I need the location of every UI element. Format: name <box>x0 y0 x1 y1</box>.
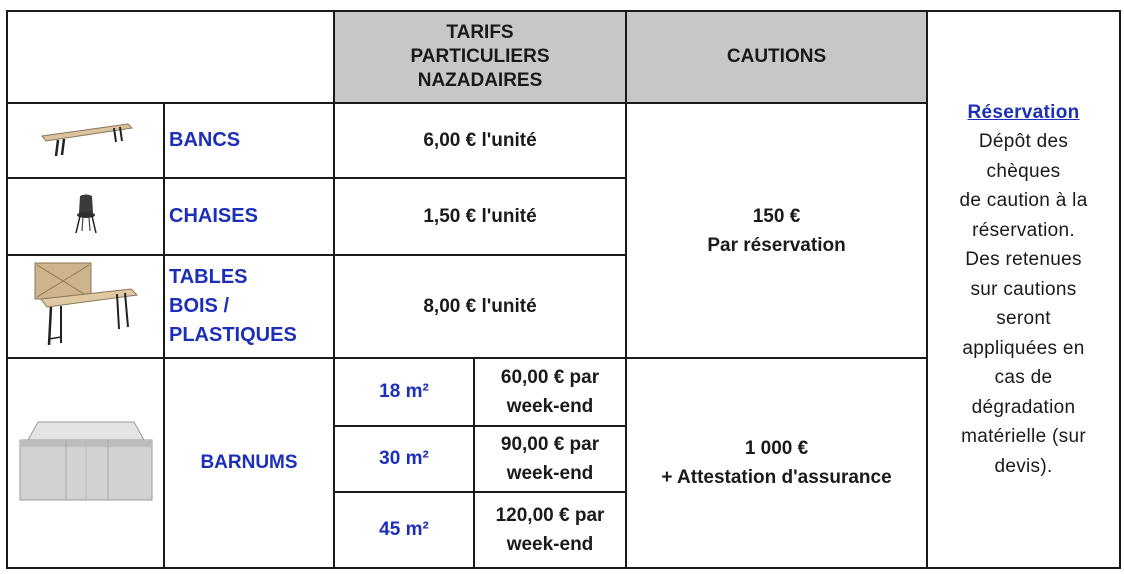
reservation-cell <box>927 11 1120 568</box>
tarifs-table <box>6 10 1121 569</box>
barnum-price-line: 60,00 € par <box>500 367 600 388</box>
reservation-line: matérielle (sur <box>961 426 1086 448</box>
item-label-tables-line: PLASTIQUES <box>169 324 297 346</box>
tarifs-header <box>334 11 626 103</box>
barnum-price <box>474 426 626 492</box>
barnum-price-line: week-end <box>506 396 594 417</box>
tent-image <box>7 358 164 568</box>
barnum-price-line: 120,00 € par <box>495 505 605 526</box>
caution-mobilier-line: 150 € <box>752 205 801 227</box>
barnum-price <box>474 358 626 426</box>
price-tables: 8,00 € l'unité <box>334 255 626 358</box>
bench-image <box>7 103 164 178</box>
reservation-line: appliquées en <box>962 337 1085 359</box>
cautions-header: CAUTIONS <box>626 11 927 103</box>
caution-mobilier-line: Par réservation <box>707 234 846 256</box>
caution-barnums <box>626 358 927 568</box>
item-label-bancs: BANCS <box>164 103 334 178</box>
empty-header-cell <box>7 11 334 103</box>
item-label-tables <box>164 255 334 358</box>
item-label-tables-line: TABLES <box>169 266 248 288</box>
table-image <box>7 255 164 358</box>
barnum-size: 30 m² <box>334 426 474 492</box>
chair-icon <box>71 193 101 235</box>
reservation-line: Dépôt des <box>978 131 1069 153</box>
caution-barnums-line: 1 000 € <box>744 438 809 459</box>
reservation-line: seront <box>996 308 1051 330</box>
reservation-line: de caution à la <box>959 190 1088 212</box>
item-label-barnums: BARNUMS <box>164 358 334 568</box>
caution-mobilier <box>626 103 927 358</box>
barnum-size: 45 m² <box>334 492 474 568</box>
bench-icon <box>36 116 136 160</box>
reservation-line: devis). <box>994 455 1053 477</box>
reservation-line: chèques <box>986 160 1061 182</box>
reservation-line: sur cautions <box>970 278 1077 300</box>
price-chaises: 1,50 € l'unité <box>334 178 626 255</box>
item-label-chaises: CHAISES <box>164 178 334 255</box>
tarifs-header-line: TARIFS <box>446 22 514 43</box>
item-label-tables-line: BOIS / <box>169 295 230 317</box>
barnum-price <box>474 492 626 568</box>
reservation-line: réservation. <box>972 219 1075 241</box>
reservation-title[interactable]: Réservation <box>967 101 1080 123</box>
reservation-line: Des retenues <box>965 249 1082 271</box>
tent-icon <box>16 418 156 504</box>
price-bancs: 6,00 € l'unité <box>334 103 626 178</box>
caution-barnums-line: + Attestation d'assurance <box>661 467 892 488</box>
reservation-line: cas de <box>994 367 1053 389</box>
barnum-price-line: week-end <box>506 463 594 484</box>
barnum-price-line: week-end <box>506 534 594 555</box>
tarifs-header-line: NAZADAIRES <box>417 70 543 91</box>
table-icon <box>31 259 141 349</box>
tarifs-header-line: PARTICULIERS <box>410 46 550 67</box>
barnum-price-line: 90,00 € par <box>500 434 600 455</box>
barnum-size: 18 m² <box>334 358 474 426</box>
chair-image <box>7 178 164 255</box>
reservation-line: dégradation <box>971 396 1076 418</box>
